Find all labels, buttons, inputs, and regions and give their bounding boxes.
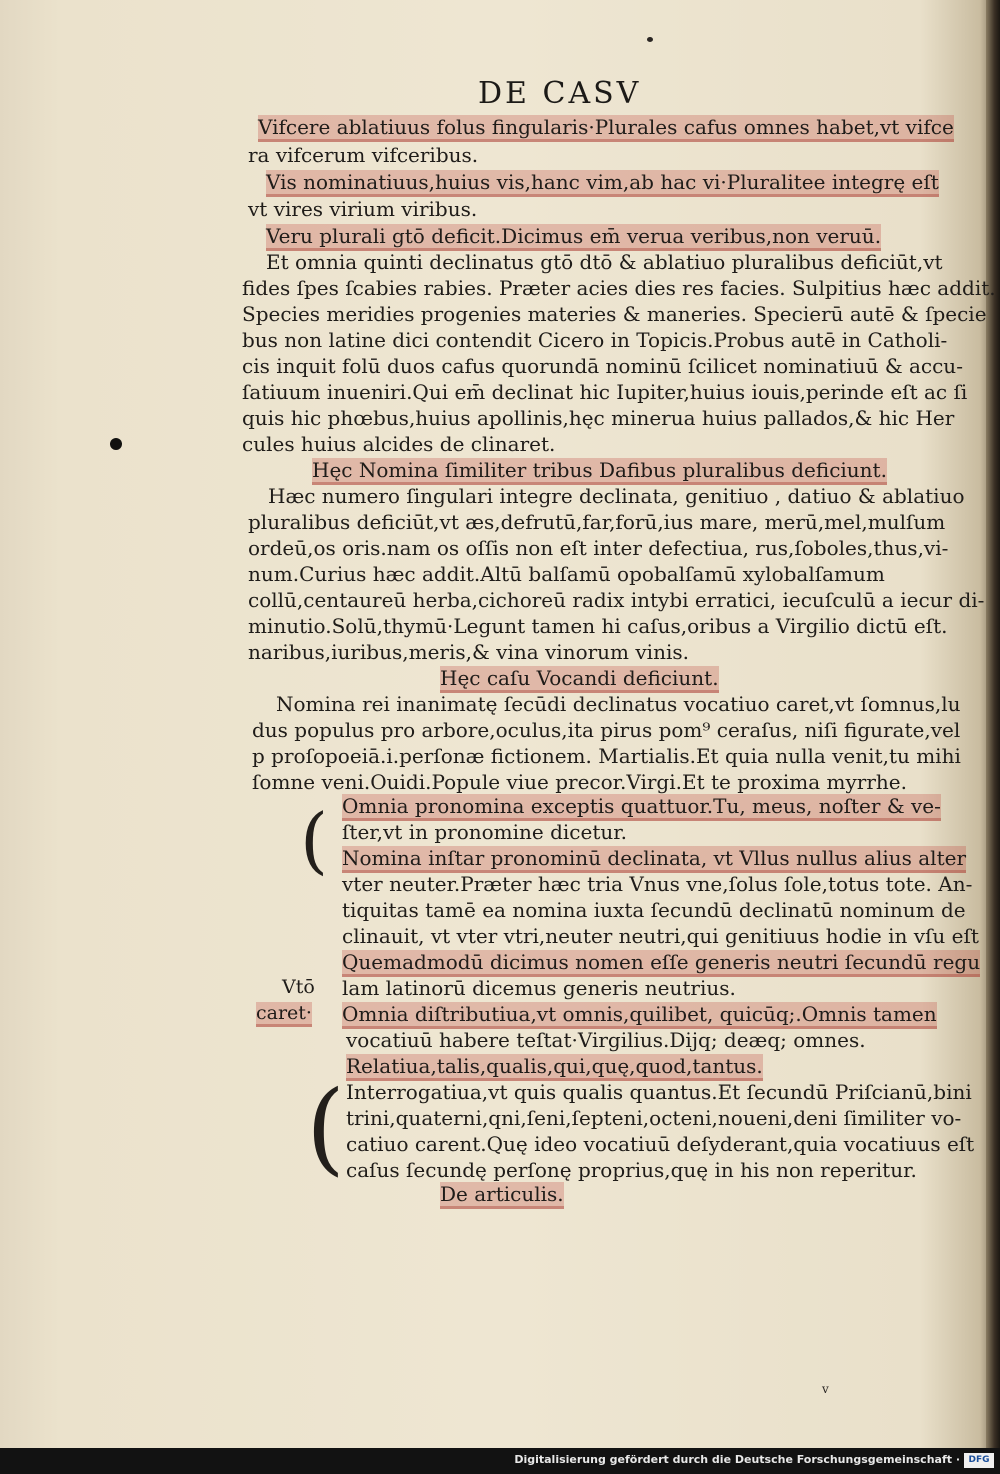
margin-note-line [256,1002,312,1024]
text-line: Hæc numero ſingulari integre declinata, genitiuo , datiuo & ablatiuo [268,484,965,508]
text-line: num.Curius hæc addit.Altū balſamū opobalſamū xylobalſamum [248,562,885,586]
section-heading [440,664,719,692]
text-line: ſatiuum inueniri.Qui em̄ declinat hic Iupiter,huius iouis,perinde eſt ac ſi [242,380,968,404]
text-line: ra vifcerum vifceribus. [248,143,479,167]
text-line: ordeū,os oris.nam os oſſis non eſt inter defectiua, rus,ſoboles,thus,vi- [248,536,949,560]
text-line [342,1000,937,1028]
margin-note-line: Vtō [282,976,315,998]
rubric-highlight: Quemadmodū dicimus nomen eſſe generis neutri ſecundū regu [342,950,981,974]
text-line: collū,centaureū herba,cichoreū radix intybi erratici, iecuſculū a iecur di- [248,588,985,612]
rubric-highlight: Veru plurali gtō deficit.Dicimus em̄ verua veribus,non veruū. [266,224,882,248]
text-line: cis inquit folū duos cafus quorundā nominū ſcilicet nominatiuū & accu- [242,354,963,378]
footer-bar [0,1448,1000,1474]
text-line: caſus ſecundę perſonę proprius,quę in his non reperitur. [346,1158,917,1182]
page-header: DE CASV [478,76,642,111]
rubric-highlight: Omnia pronomina exceptis quattuor.Tu, meus, noſter & ve- [342,794,941,818]
funding-credit: Digitalisierung gefördert durch die Deutsche Forschungsgemeinschaft · [514,1453,960,1466]
rubric-highlight: caret· [256,1002,312,1024]
text-line: trini,quaterni,qni,ſeni,ſepteni,octeni,noueni,deni ſimiliter vo- [346,1106,962,1130]
rubric-highlight: Hęc caſu Vocandi deficiunt. [440,666,719,690]
text-line [266,168,939,196]
rubric-highlight: De articulis. [440,1182,564,1206]
dfg-logo: DFG [964,1453,994,1468]
rubric-highlight: Omnia diſtributiua,vt omnis,quilibet, quicūq;.Omnis tamen [342,1002,937,1026]
text-line: catiuo carent.Quę ideo vocatiuū deſyderant,quia vocatiuus eſt [346,1132,975,1156]
text-line: ſomne veni.Ouidi.Popule viue precor.Virgi.Et te proxima myrrhe. [252,770,907,794]
text-line: minutio.Solū,thymū·Legunt tamen hi caſus,oribus a Virgilio dictū eſt. [248,614,948,638]
text-line: p proſopoeiā.i.perſonæ fictionem. Martialis.Et quia nulla venit,tu mihi [252,744,961,768]
text-line: Nomina rei inanimatę ſecūdi declinatus vocatiuo caret,vt ſomnus,lu [276,692,961,716]
rubric-highlight: Vis nominatiuus,huius vis,hanc vim,ab hac vi·Pluralitee integrę eſt [266,170,939,194]
text-line: tiquitas tamē ea nomina iuxta ſecundū declinatū nominum de [342,898,966,922]
text-line: lam latinorū dicemus generis neutrius. [342,976,736,1000]
text-line: Species meridies progenies materies & maneries. Specierū autē & ſpecie [242,302,987,326]
section-heading [312,456,887,484]
text-line [346,1052,763,1080]
rubric-highlight: Vifcere ablatiuus folus fingularis·Plurales cafus omnes habet,vt vifce [258,115,954,139]
text-line: vter neuter.Præter hæc tria Vnus vne,ſolus ſole,totus tote. An- [342,872,973,896]
rubric-highlight: Nomina inſtar pronominū declinata, vt Vllus nullus alius alter [342,846,967,870]
text-line: ſter,vt in pronomine dicetur. [342,820,627,844]
section-heading [440,1180,564,1208]
text-line: Et omnia quinti declinatus gtō dtō & ablatiuo pluralibus deficiūt,vt [266,250,943,274]
rubric-highlight: Hęc Nomina ſimiliter tribus Dafibus pluralibus deficiunt. [312,458,887,482]
page-edge [986,0,1000,1448]
text-line [342,844,966,872]
text-line: quis hic phœbus,huius apollinis,hęc minerua huius pallados,& hic Her [242,406,955,430]
text-line: naribus,iuribus,meris,& vina vinorum vinis. [248,640,689,664]
rubric-highlight: Relatiua,talis,qualis,qui,quę,quod,tantus. [346,1054,763,1078]
text-line [266,222,881,250]
text-line: fides ſpes ſcabies rabies. Præter acies dies res facies. Sulpitius hæc addit. [242,276,996,300]
text-line: cules huius alcides de clinaret. [242,432,556,456]
text-line: vocatiuū habere teſtat·Virgilius.Dijq; deæq; omnes. [346,1028,866,1052]
bracket: ( [306,1069,346,1186]
text-line [342,792,941,820]
text-line: bus non latine dici contendit Cicero in Topicis.Probus autē in Catholi- [242,328,948,352]
bracket: ( [300,798,329,882]
ink-speck [647,37,653,42]
text-line [342,948,980,976]
text-line [258,113,954,141]
text-line: vt vires virium viribus. [248,197,478,221]
margin-dot [110,438,122,450]
text-line: dus populus pro arbore,oculus,ita pirus pom⁹ ceraſus, niſi figurate,vel [252,718,961,742]
text-line: pluralibus deficiūt,vt æs,defrutū,far,forū,ius mare, merū,mel,mulſum [248,510,946,534]
text-line: clinauit, vt vter vtri,neuter neutri,qui genitiuus hodie in vſu eſt [342,924,979,948]
signature-mark: v [822,1382,829,1396]
text-line: Interrogatiua,vt quis qualis quantus.Et ſecundū Priſcianū,bini [346,1080,972,1104]
